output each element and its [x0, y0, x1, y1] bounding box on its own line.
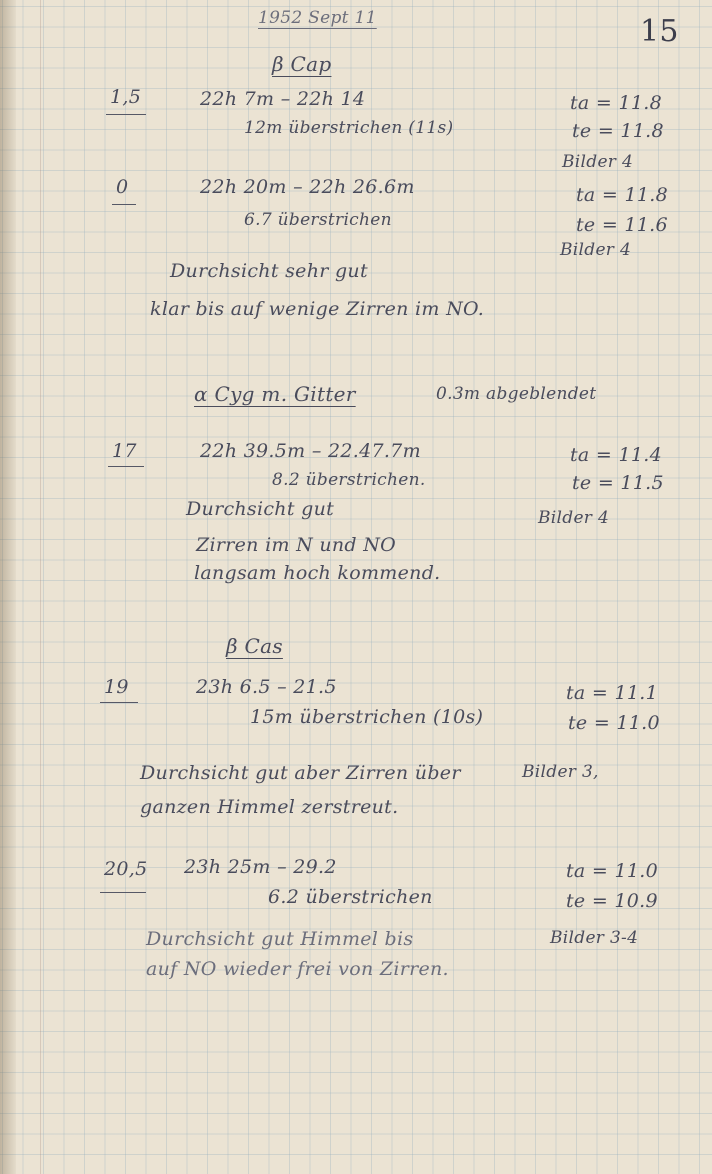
obs-exposure: 8.2 überstrichen.	[272, 470, 426, 490]
page-number: 15	[640, 14, 679, 49]
margin-line	[40, 0, 41, 1174]
obs-number: 19	[104, 676, 129, 698]
obs-note: langsam hoch kommend.	[194, 562, 441, 584]
number-underline	[106, 114, 146, 115]
obs-note: auf NO wieder frei von Zirren.	[146, 958, 449, 980]
obs-number: 1,5	[110, 86, 142, 108]
obs-images: Bilder 3,	[522, 762, 599, 782]
number-underline	[100, 892, 146, 893]
obs-t-a: ta = 11.8	[570, 92, 662, 114]
obs-time: 22h 20m – 22h 26.6m	[200, 176, 415, 198]
number-underline	[112, 204, 136, 205]
star-note: 0.3m abgeblendet	[436, 384, 597, 404]
obs-t-e: te = 11.8	[572, 120, 664, 142]
obs-exposure: 12m überstrichen (11s)	[244, 118, 454, 138]
number-underline	[100, 702, 138, 703]
obs-time: 22h 39.5m – 22.47.7m	[200, 440, 421, 462]
obs-note: Zirren im N und NO	[196, 534, 397, 556]
star-heading-beta-cap: β Cap	[272, 52, 332, 76]
obs-exposure: 6.7 überstrichen	[244, 210, 392, 230]
obs-number: 17	[112, 440, 137, 462]
obs-t-a: ta = 11.0	[566, 860, 658, 882]
obs-note: Durchsicht gut	[186, 498, 335, 520]
obs-images: Bilder 4	[562, 152, 634, 172]
obs-images: Bilder 3-4	[550, 928, 639, 948]
obs-images: Bilder 4	[560, 240, 632, 260]
obs-t-a: ta = 11.1	[566, 682, 658, 704]
obs-t-e: te = 11.5	[572, 472, 664, 494]
obs-t-a: ta = 11.4	[570, 444, 662, 466]
obs-note: Durchsicht gut Himmel bis	[146, 928, 414, 950]
star-heading-beta-cas: β Cas	[226, 634, 283, 658]
star-heading-alpha-cyg: α Cyg m. Gitter	[194, 382, 356, 406]
obs-time: 23h 6.5 – 21.5	[196, 676, 337, 698]
obs-t-e: te = 11.0	[568, 712, 660, 734]
obs-note: Durchsicht gut aber Zirren über	[140, 762, 461, 784]
obs-exposure: 6.2 überstrichen	[268, 886, 433, 908]
obs-exposure: 15m überstrichen (10s)	[250, 706, 484, 728]
obs-note: ganzen Himmel zerstreut.	[140, 796, 399, 818]
number-underline	[108, 466, 144, 467]
obs-time: 23h 25m – 29.2	[184, 856, 337, 878]
obs-note: klar bis auf wenige Zirren im NO.	[150, 298, 485, 320]
binding-shadow	[0, 0, 16, 1174]
obs-number: 0	[116, 176, 129, 198]
obs-t-a: ta = 11.8	[576, 184, 668, 206]
obs-time: 22h 7m – 22h 14	[200, 88, 366, 110]
obs-note: Durchsicht sehr gut	[170, 260, 368, 282]
obs-images: Bilder 4	[538, 508, 610, 528]
obs-number: 20,5	[104, 858, 148, 880]
obs-t-e: te = 11.6	[576, 214, 668, 236]
obs-t-e: te = 10.9	[566, 890, 658, 912]
page-date: 1952 Sept 11	[258, 8, 377, 28]
